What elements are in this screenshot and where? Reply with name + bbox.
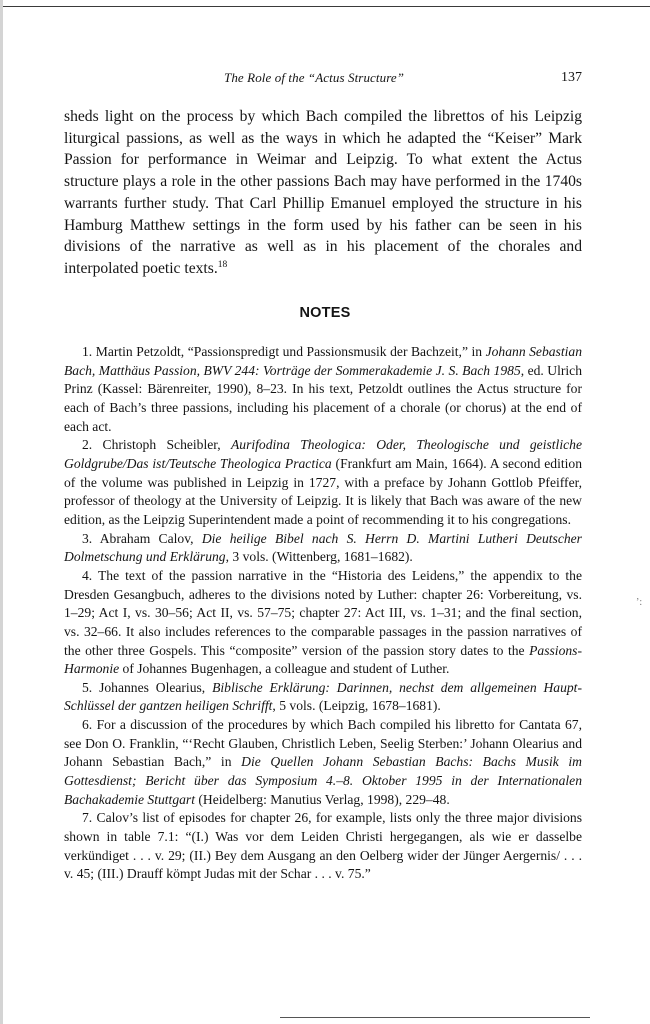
page-top-edge-line [0,6,650,7]
page-number: 137 [561,70,582,85]
note-number: 4. [82,567,93,583]
note-6 [64,716,582,809]
note-number: 2. [82,437,93,453]
note-number: 6. [82,717,93,733]
note-text: , ed. Ulrich Prinz (Kassel: Bärenreiter, 1990), 8–23. In his text, Petzoldt outlines the Actus structure for each of Bach’s three passions, including his placement of a chorale (or chorus) at the end of each act. [64,362,583,434]
body-paragraph-text: sheds light on the process by which Bach compiled the librettos of his Leipzig liturgical passions, as well as the ways in which he adapted the “Keiser” Mark Passion for performance in Weimar and Leipzig. To what extent the Actus structure plays a role in the other passions Bach may have performed in the 1740s warrants further study. That Carl Phillip Emanuel employed the structure in his Hamburg Matthew settings in the form used by his father can be seen in his divisions of the narrative as well as in his placement of the chorales and interpolated poetic texts. [64,108,582,277]
note-text: Martin Petzoldt, “Passionspredigt und Passionsmusik der Bachzeit,” in [95,344,486,359]
note-italic-title: Die Quellen Johann Sebastian Bachs: Bachs Musik im Gottesdienst; Bericht über das Symposium 4.–8. Oktober 1995 in der Internationalen Bachakademie Stuttgart [64,754,582,807]
note-text: The text of the passion narrative in the “Historia des Leidens,” the appendix to the Dresden Gesangbuch, adheres to the divisions noted by Luther: chapter 26: Vorbereitung, vs. 1–29; Act I, vs. 30–56; Act II, vs. 57–75; chapter 27: Act III, vs. 1–31; and the final section, vs. 32–66. It also includes references to the comparable passages in the passion narratives of the other three Gospels. This “composite” version of the passion story dates to the [64,567,582,658]
running-head: The Role of the “Actus Structure” [224,70,405,85]
note-italic-title: Johann Sebastian Bach, Matthäus Passion, BWV 244: Vorträge der Sommerakademie J. S. Bach 1985 [64,344,582,378]
notes-list [64,343,582,884]
footnote-ref-18[interactable]: 18 [217,259,228,270]
page-bottom-edge-line [280,1017,590,1018]
note-italic-title: Die heilige Bibel nach S. Herrn D. Martini Lutheri Deutscher Dolmetschung und Erklärung [64,530,582,565]
note-3 [64,530,582,567]
note-number: 1. [82,344,93,359]
notes-heading: NOTES [299,305,351,321]
note-italic-title: Passions-Harmonie [64,642,582,677]
note-text: (Frankfurt am Main, 1664). A second edition of the volume was published in Leipzig in 1727, with a preface by Johann Gottlob Pfeiffer, professor of theology at the University of Leipzig. It is likely that Bach was aware of the new edition, as the Leipzig Superintendent made a point of recommending it to his congregations. [64,455,582,527]
note-text: (Heidelberg: Manutius Verlag, 1998), 229–48. [195,791,450,807]
note-text: Christoph Scheibler, [102,437,231,453]
note-text: , 3 vols. (Wittenberg, 1681–1682). [225,549,413,565]
note-number: 5. [82,679,93,695]
note-italic-title: Aurifodina Theologica: Oder, Theologische und geistliche Goldgrube/Das ist/Teutsche Theologica Practica [64,437,582,471]
note-text: Abraham Calov, [99,530,202,546]
body-paragraph [64,106,582,280]
note-text: Johannes Olearius, [99,679,213,695]
page-left-edge-shadow [0,0,3,1024]
note-text: of Johannes Bugenhagen, a colleague and student of Luther. [119,661,450,677]
note-1 [64,343,582,436]
note-4 [64,567,582,679]
note-text: , 5 vols. (Leipzig, 1678–1681). [272,698,441,714]
note-2 [64,436,582,529]
note-number: 3. [82,530,93,546]
note-text: For a discussion of the procedures by which Bach compiled his libretto for Cantata 67, see Don O. Franklin, “‘Recht Glauben, Christlich Leben, Seelig Sterben:’ Johann Olearius and Johann Sebastian Bach,” in [64,717,582,770]
note-text: Calov’s list of episodes for chapter 26, for example, lists only the three major divisions shown in table 7.1: “(I.) Was vor dem Leiden Christi hergegangen, als wie er dasselbe verkündiget . . . v. 29; (II.) Bey dem Ausgang an den Oelberg wider der Jünger Aergernis/ . . . v. 45; (III.) Drauff kömpt Judas mit der Schar . . . v. 75.” [64,810,583,882]
note-5 [64,679,582,716]
note-number: 7. [82,810,93,826]
note-7 [64,809,582,884]
note-italic-title: Biblische Erklärung: Darinnen, nechst dem allgemeinen Haupt-Schlüssel der gantzen heiligen Schrifft [64,679,582,714]
margin-mark: ’: [636,597,643,608]
